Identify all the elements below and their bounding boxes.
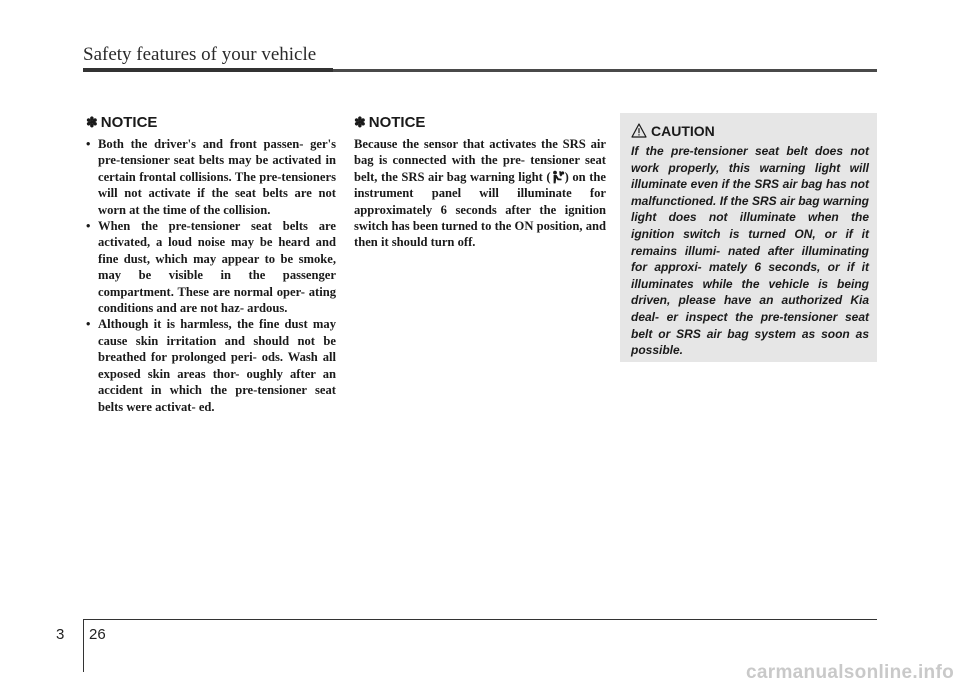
notice-text-after-icon: ) on the instrument panel will illuminate for approximately 6 seconds after the ignition switch has been turned to the ON position, and then it should turn off. <box>354 169 606 250</box>
list-item <box>86 136 336 218</box>
bullet-dot-icon: • <box>86 137 91 151</box>
notice-star-icon: ✽ <box>86 114 98 130</box>
header-rule-accent <box>83 68 333 72</box>
list-item-text: Both the driver's and front passen- ger's pre-tensioner seat belts may be activated in certain frontal collisions. The pre-tensioners will not activate if the seat belts are not worn at the time of the collision. <box>98 137 336 217</box>
airbag-warning-icon <box>551 170 565 184</box>
list-item-text: Although it is harmless, the fine dust may cause skin irritation and should not be breathed for prolonged peri- ods. Wash all exposed skin areas thor- oughly after an accident in which the pre-tensioner seat belts were activat- ed. <box>98 317 336 414</box>
notice-heading <box>86 112 336 133</box>
page-number: 26 <box>89 626 106 643</box>
page-header-title: Safety features of your vehicle <box>83 44 317 65</box>
notice-heading <box>354 112 606 133</box>
notice-section-pretensioner <box>86 112 336 415</box>
notice-heading-label: NOTICE <box>100 114 158 131</box>
caution-heading <box>631 122 869 140</box>
caution-text: If the pre-tensioner seat belt does not work properly, this warning light will illuminate even if the SRS air bag has not malfunctioned. If the SRS air bag warning light does not illuminate when the ignition switch is turned ON, or if it remains illumi- nated after illuminating for approxi- mately 6 seconds, or if it illuminates while the vehicle is being driven, please have an authorized Kia deal- er inspect the pre-tensioner seat belt or SRS air bag system as soon as possible. <box>631 144 869 358</box>
notice-paragraph <box>354 136 606 251</box>
watermark-text: carmanualsonline.info <box>746 662 954 683</box>
footer-vertical-rule <box>83 620 84 672</box>
caution-heading-label: CAUTION <box>651 123 715 139</box>
notice-star-icon: ✽ <box>354 114 366 130</box>
bullet-dot-icon: • <box>86 219 91 234</box>
list-item <box>86 316 336 414</box>
warning-triangle-icon <box>631 123 647 138</box>
list-item-text: When the pre-tensioner seat belts are activated, a loud noise may be heard and fine dust, which may appear to be smoke, may be visible in the passenger compartment. These are normal oper- ating conditions and are not haz- ardous. <box>98 219 336 316</box>
notice-heading-label: NOTICE <box>368 114 426 131</box>
footer-rule <box>83 619 877 620</box>
list-item <box>86 218 336 316</box>
notice-text-before-icon: Because the sensor that activates the SRS air bag is connected with the pre- tensioner seat belt, the SRS air bag warning light ( <box>354 137 606 184</box>
page-chapter-number: 3 <box>56 626 65 643</box>
caution-box <box>620 113 877 362</box>
notice-bullet-list <box>86 136 336 415</box>
bullet-dot-icon: • <box>86 317 91 332</box>
notice-section-sensor <box>354 112 606 251</box>
